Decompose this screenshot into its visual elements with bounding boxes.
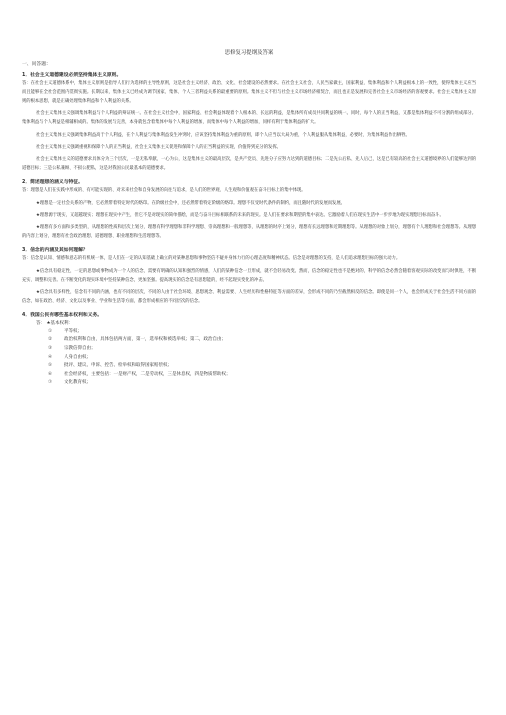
rights-heading: ★基本权利： xyxy=(46,320,73,326)
answer-paragraph: ★理想源于现实，又超越现实；理想在现实中产生，但它不是对现实的简单描绘，而是与奋斗目标相联系的未来的现实。是人们在要求和期望的集中表达。它激励着人们在现实生活中一步步地为现实理想目标而奋斗。 xyxy=(36,212,444,218)
question-1-title: 1．社会主义道德建设必须坚持集体主义原则。 xyxy=(22,73,122,78)
answer-paragraph: 社会主义集体主义强调集体利益高于个人利益，在个人利益与集体利益发生冲突时，应该坚持集体利益为重的原则，即个人应当以大局为重，个人利益服从集体利益，必要时，为集体利益作出牺牲。 xyxy=(36,132,410,138)
list-item xyxy=(22,379,476,388)
list-item xyxy=(22,328,476,337)
list-item-text: 政治权利和自由，具体包括两方面，第一，选举权和被选举权；第二，政治自由； xyxy=(64,337,226,343)
section-heading: 一、问答题： xyxy=(22,62,51,67)
question-3-title: 3．信念的内涵及其如何理解？ xyxy=(22,248,88,254)
question-4-title: 4．我国公民有哪些基本权利和义务。 xyxy=(22,312,103,318)
answer-intro xyxy=(36,320,476,326)
list-item-number: ④ xyxy=(47,354,52,360)
answer-paragraph: 社会主义集体主义强调重视和保障个人的正当利益，社会主义集体主义促进和保障个人的正当利益的实现，价值得到充分的发挥。 xyxy=(36,144,281,150)
list-item-number: ① xyxy=(47,328,52,334)
list-item-number: ⑦ xyxy=(47,380,52,386)
answer-paragraph: ★理想有多方面和多类型的，从理想的性质和层次上划分，理想有科学理想和非科学理想、崇高理想和一般理想等，从理想的时序上划分，理想有长远理想和近期理想等。从理想的对象上划分，理想有个人理想和社会理想等。从理想的内容上划分，理想有社会政治理想、道德理想、职业理想和生活理想等。 xyxy=(22,225,476,240)
answer-paragraph: ★理想是一定社会关系的产物，它必然带着特定时代的烙印。在阶级社会中，还必然带着特定阶级的烙印。理想不仅受时代条件的制约，而且随时代的发展而发展。 xyxy=(36,200,345,206)
list-item-number: ② xyxy=(47,337,52,343)
answer-paragraph: 社会主义集体主义强调集体利益与个人利益的辩证统一。在社会主义社会中，国家利益、社会利益体现着个人根本的、长远的利益，是集体所有成员共同利益的统一。同时，每个人的正当利益，又都是集体利益不可分割的组成部分。集体利益与个人利益是相辅相成的。集体的发展与完善，本身就包含着集体中每个人利益的增加，而集体中每个人利益的增加，同样有利于集体利益的扩大。 xyxy=(22,111,476,126)
answer-paragraph: 答：信念是认知、情感和意志的有机统一体，是人们在一定的认知基础上确立的对某种思想和事物坚信不疑并身体力行的心理态度和精神状态。信念是对理想的支持，是人们追求理想目标的强大动力。 xyxy=(22,256,401,262)
answer-paragraph: 答：理想是人们在实践中形成的、有可能实现的、对未来社会和自身发展的向往与追求，是人们的世界观、人生观和价值观在奋斗目标上的集中体现。 xyxy=(22,188,306,194)
list-item xyxy=(22,345,476,354)
list-item-text: 宗教信仰自由； xyxy=(64,345,96,351)
list-item xyxy=(22,354,476,363)
list-item-number: ⑥ xyxy=(47,371,52,377)
answer-paragraph: ★信念具有多样性，信念有不同的内涵，也有不同的层次，不同的人由于社会环境、思想观念、利益需要、人生经历和性格特征等方面的差异，会形成不同的乃至截然相反的信念。即使是同一个人，也会形成关于社会生活不同方面的信念，如在政治、经济、文化以及事业、学业和生活等方面，都会形成相应的不同层次的信念。 xyxy=(22,289,476,304)
list-item-text: 人身自由权； xyxy=(64,354,91,360)
question-2-title: 2．简述理想的涵义与特征。 xyxy=(22,180,83,186)
list-item-text: 社会经济权，主要包括：一是财产权，二是劳动权，三是休息权，四是物质帮助权； xyxy=(64,371,231,377)
answer-paragraph: ★信念具有稳定性，一定的思想或事物成为一个人的信念，需要有明确的认知和强烈的情感，人们的某种信念一旦形成，就不会轻易改变。然而，信念的稳定性也不是绝对的，科学的信念必然会随着客观实际的改变而与时俱进，不断充实、调整和完善。在不断变化的现实环境中坚持某种信念，更加坚强。提高现实的信念是有思想能的，经不起现实变化的冲击。 xyxy=(22,268,476,283)
answer-prefix: 答： xyxy=(36,320,45,326)
answer-paragraph: 答：在社会主义道德体系中，集体主义原则是指导人们行为选择的主导性原则，这是社会主义经济、政治、文化、社会建设的必然要求。在社会主义社会，人民当家做主，国家利益、集体利益和个人利益根本上的一致性，使得集体主义应当而且能够在全社会范围内贯彻实施。长期以来，集体主义已经成为调节国家、集体、个人三者利益关系的最重要的原则。集体主义不但与社会主义市场经济相契合，而且也正是发展和完善社会主义市场经济的客观要求。社会主义集体主义原则的根本思想，就是正确处理集体利益和个人利益的关系。 xyxy=(22,81,476,104)
document-title: 思修复习提纲及答案 xyxy=(224,50,274,56)
list-item-text: 批评、建议、申诉、控告、检举权和取得国家赔偿权； xyxy=(64,363,172,369)
answer-paragraph: 社会主义集体主义的道德要求具体分为三个层次，一是无私奉献、一心为公，这是集体主义的最高层次，是共产党员、先进分子应努力达到的道德目标；二是先公后私、先人后己，这是已有较高的社会主义道德境界的人们能够达到的道德目标；三是公私兼顾、不损公肥私，这是对我国公民最基本的道德要求。 xyxy=(22,157,476,172)
list-item-text: 平等权； xyxy=(64,328,82,334)
rights-list xyxy=(22,328,476,388)
list-item xyxy=(22,336,476,345)
list-item xyxy=(22,362,476,371)
list-item-number: ⑤ xyxy=(47,363,52,369)
list-item-text: 文化教育权； xyxy=(64,380,91,386)
list-item-number: ③ xyxy=(47,345,52,351)
list-item xyxy=(22,371,476,380)
